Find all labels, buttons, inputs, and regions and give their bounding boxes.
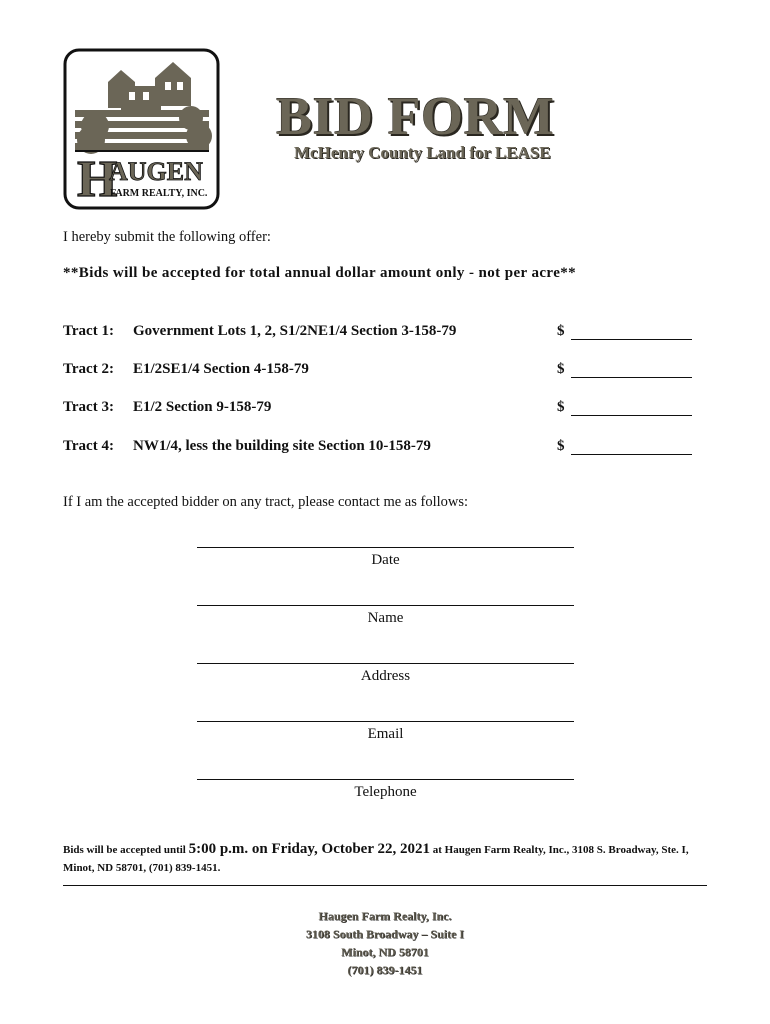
intro-text: I hereby submit the following offer: [63, 229, 271, 245]
tract-description: E1/2SE1/4 Section 4-158-79 [133, 361, 309, 377]
deadline-text [63, 840, 703, 877]
bid-amount-field[interactable] [571, 377, 692, 378]
bid-amount-field[interactable] [571, 454, 692, 455]
dollar-sign: $ [557, 361, 565, 377]
address-field [197, 663, 574, 685]
dollar-sign: $ [557, 399, 565, 415]
field-label: Name [367, 610, 404, 626]
page-title: BID FORM [276, 86, 555, 146]
footer-address [200, 907, 570, 979]
divider [63, 885, 707, 886]
footer-phone: (701) 839-1451 [347, 963, 423, 977]
svg-text:FARM REALTY, INC.: FARM REALTY, INC. [110, 188, 208, 199]
tract-label: Tract 1: [63, 323, 114, 339]
svg-text:AUGEN: AUGEN [109, 157, 203, 186]
deadline-time: 5:00 p.m. on Friday, October 22, 2021 [188, 841, 430, 857]
email-input-line[interactable] [197, 721, 574, 722]
field-label: Address [360, 668, 411, 684]
deadline-prefix: Bids will be accepted until [63, 844, 186, 856]
footer-street: 3108 South Broadway – Suite I [305, 927, 465, 941]
tract-label: Tract 3: [63, 399, 114, 415]
page-subtitle: McHenry County Land for LEASE [294, 143, 551, 162]
tract-description: E1/2 Section 9-158-79 [133, 399, 272, 415]
name-field [197, 605, 574, 627]
dollar-sign: $ [557, 438, 565, 454]
email-field [197, 721, 574, 743]
tract-row [63, 438, 703, 460]
date-input-line[interactable] [197, 547, 574, 548]
telephone-input-line[interactable] [197, 779, 574, 780]
tract-row [63, 361, 703, 383]
address-input-line[interactable] [197, 663, 574, 664]
tract-label: Tract 2: [63, 361, 114, 377]
field-label: Telephone [354, 784, 417, 800]
dollar-sign: $ [557, 323, 565, 339]
footer-company: Haugen Farm Realty, Inc. [318, 909, 452, 923]
name-input-line[interactable] [197, 605, 574, 606]
footer-city: Minot, ND 58701 [341, 945, 429, 959]
tract-row [63, 399, 703, 421]
field-label: Date [371, 552, 400, 568]
haugen-logo [63, 48, 220, 210]
date-field [197, 547, 574, 569]
field-label: Email [367, 726, 404, 742]
bid-notice: **Bids will be accepted for total annual dollar amount only - not per acre** [63, 265, 577, 281]
bid-amount-field[interactable] [571, 339, 692, 340]
tract-description: Government Lots 1, 2, S1/2NE1/4 Section 3-158-79 [133, 323, 457, 339]
contact-intro-text: If I am the accepted bidder on any tract, please contact me as follows: [63, 494, 469, 510]
svg-text:H: H [77, 151, 118, 208]
tract-description: NW1/4, less the building site Section 10-158-79 [133, 438, 431, 454]
tract-row [63, 323, 703, 345]
bid-amount-field[interactable] [571, 415, 692, 416]
tract-label: Tract 4: [63, 438, 114, 454]
telephone-field [197, 779, 574, 801]
deadline-suffix: at Haugen Farm Realty, Inc., 3108 S. Broadway, Ste. I, Minot, ND 58701, (701) 839-1451. [63, 844, 689, 874]
